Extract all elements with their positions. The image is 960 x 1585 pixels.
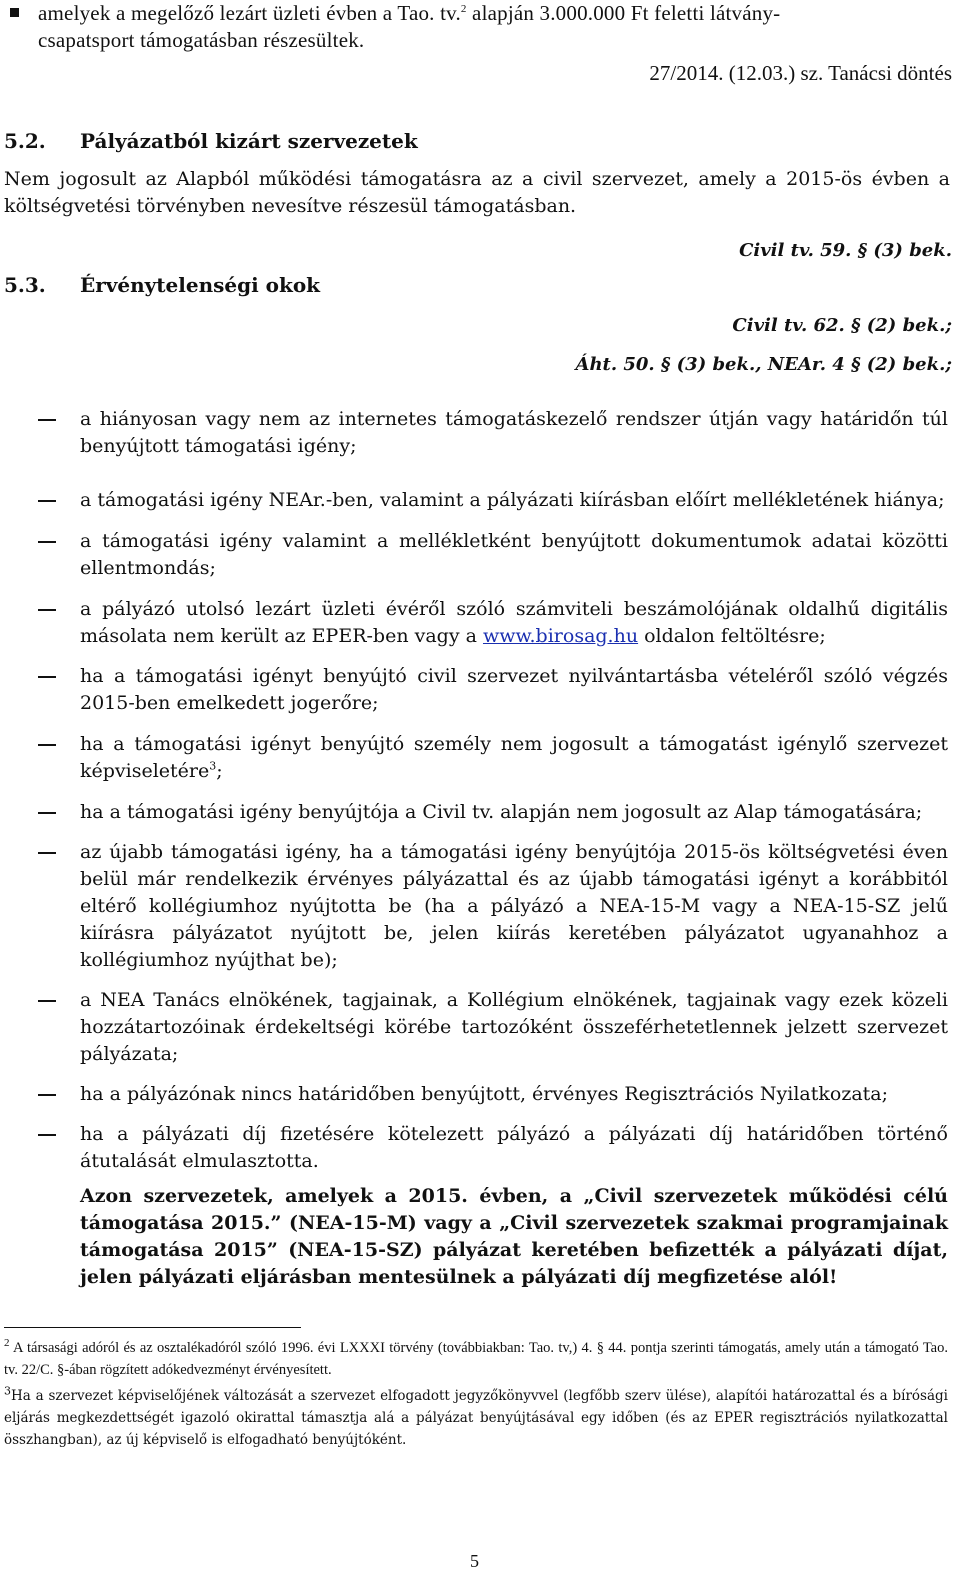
- dash-bullet-icon: [38, 609, 56, 611]
- section-title: Pályázatból kizárt szervezetek: [80, 129, 418, 153]
- dash-bullet-icon: [38, 676, 56, 678]
- footnote-divider: [4, 1327, 301, 1328]
- dash-bullet-icon: [38, 541, 56, 543]
- dash-bullet-icon: [38, 1000, 56, 1002]
- legal-reference-2: Civil tv. 62. § (2) bek.;: [732, 315, 952, 336]
- page-number: 5: [470, 1551, 479, 1571]
- section-number: 5.2.: [4, 129, 46, 153]
- birosag-link[interactable]: www.birosag.hu: [482, 625, 639, 647]
- footnote-text: A társasági adóról és az osztalékadóról szóló 1996. évi LXXXI törvény (továbbiakban: Tao. tv,) 4. § 44. pontja szerinti támogatás, amely után a támogató Tao. tv. 22/C. §-ában rögzített adókedvezményt érvényesített.: [4, 1340, 948, 1378]
- dash-bullet-icon: [38, 852, 56, 854]
- list-item-text-part: ha a támogatási igényt benyújtó személy nem jogosult a támogatást igénylő szervezet képviseletére: [80, 733, 948, 782]
- top-list-item: [38, 0, 953, 54]
- top-item-line2: csapatsport támogatásban részesültek.: [38, 28, 365, 52]
- top-item-line1: amelyek a megelőző lezárt üzleti évben a Tao. tv.: [38, 1, 461, 25]
- list-item-text-part: oldalon feltöltésre;: [638, 625, 826, 647]
- footnote-text: Ha a szervezet képviselőjének változását a szervezet elfogadott jegyzőkönyvvel (legfőbb szerv ülése), alapítói határozattal és a bírósági eljárás megkezdettségét igazoló okirattal támasztja alá a pályázat benyújtásával egy időben (és az EPER regisztrációs nyilatkozattal összhangban), az új képviselő is elfogadható benyújtóként.: [4, 1388, 948, 1448]
- list-item-text: a hiányosan vagy nem az internetes támogatáskezelő rendszer útján vagy határidőn túl benyújtott támogatási igény;: [80, 408, 948, 457]
- section-5-2-heading: [0, 129, 960, 159]
- fee-exemption-note: Azon szervezetek, amelyek a 2015. évben, a „Civil szervezetek működési célú támogatása 2015.” (NEA-15-M) vagy a „Civil szervezetek szakmai programjainak támogatása 2015” (NEA-15-SZ) pályázat keretében befizették a pályázati díjat, jelen pályázati eljárásban mentesülnek a pályázati díj megfizetése alól!: [80, 1185, 948, 1288]
- section-5-2-text: Nem jogosult az Alapból működési támogatásra az a civil szervezet, amely a 2015-ös évben a költségvetési törvényben nevesítve részesül támogatásban.: [4, 168, 950, 217]
- section-5-3-heading: [0, 273, 960, 303]
- list-item-text-part: ;: [216, 760, 223, 782]
- list-item-text: ha a pályázati díj fizetésére kötelezett pályázó a pályázati díj határidőben történő átutalását elmulasztotta.: [80, 1123, 948, 1172]
- dash-bullet-icon: [38, 744, 56, 746]
- footnote-mark: 3: [4, 1384, 11, 1398]
- list-item-text: a NEA Tanács elnökének, tagjainak, a Kollégium elnökének, tagjainak vagy ezek közeli hozzátartozóinak érdekeltségi körébe tartozóként összeférhetetlennek jelzett szervezet pályázata;: [80, 989, 948, 1065]
- footnote-ref-2: 2: [460, 3, 467, 15]
- dash-bullet-icon: [38, 1134, 56, 1136]
- list-item-text: [80, 731, 948, 785]
- top-item-line1-rest: alapján 3.000.000 Ft feletti látvány-: [466, 1, 781, 25]
- list-item-text: ha a támogatási igény benyújtója a Civil tv. alapján nem jogosult az Alap támogatására;: [80, 801, 923, 823]
- list-item-text: a támogatási igény valamint a mellékletként benyújtott dokumentumok adatai közötti ellentmondás;: [80, 530, 948, 579]
- dash-bullet-icon: [38, 419, 56, 421]
- dash-bullet-icon: [38, 1094, 56, 1096]
- list-item-text: a támogatási igény NEAr.-ben, valamint a pályázati kiírásban előírt mellékletének hiánya;: [80, 489, 945, 511]
- section-title: Érvénytelenségi okok: [80, 273, 321, 297]
- footnote-2: [4, 1337, 948, 1381]
- list-item-text-part: a pályázó utolsó lezárt üzleti évéről szóló számviteli beszámolójának oldalhű digitális másolata nem került az EPER-ben vagy a: [80, 598, 948, 647]
- legal-reference-1: Civil tv. 59. § (3) bek.: [739, 240, 952, 261]
- section-number: 5.3.: [4, 273, 46, 297]
- list-item-text: ha a pályázónak nincs határidőben benyújtott, érvényes Regisztrációs Nyilatkozata;: [80, 1083, 889, 1105]
- decision-reference: 27/2014. (12.03.) sz. Tanácsi döntés: [649, 61, 952, 85]
- legal-reference-3: Áht. 50. § (3) bek., NEAr. 4 § (2) bek.;: [575, 354, 952, 375]
- list-item-text: [80, 596, 948, 650]
- footnote-ref-3: 3: [209, 759, 217, 773]
- footnote-3: [4, 1385, 948, 1451]
- list-item-text: az újabb támogatási igény, ha a támogatási igény benyújtója 2015-ös költségvetési éven belül már rendelkezik érvényes pályázattal és az újabb támogatási igényt a korábbitól eltérő kollégiumhoz nyújtotta be (ha a pályázó a NEA-15-M vagy a NEA-15-SZ jelű kiírásra pályázatot nyújtott be, jelen kiírás keretében pályázatot ugyanahhoz a kollégiumhoz nyújthat be);: [80, 841, 948, 971]
- list-item-text: ha a támogatási igényt benyújtó civil szervezet nyilvántartásba vételéről szóló végzés 2015-ben emelkedett jogerőre;: [80, 665, 948, 714]
- footnote-mark: 2: [4, 1337, 10, 1350]
- dash-bullet-icon: [38, 812, 56, 814]
- square-bullet-icon: [10, 8, 19, 17]
- dash-bullet-icon: [38, 500, 56, 502]
